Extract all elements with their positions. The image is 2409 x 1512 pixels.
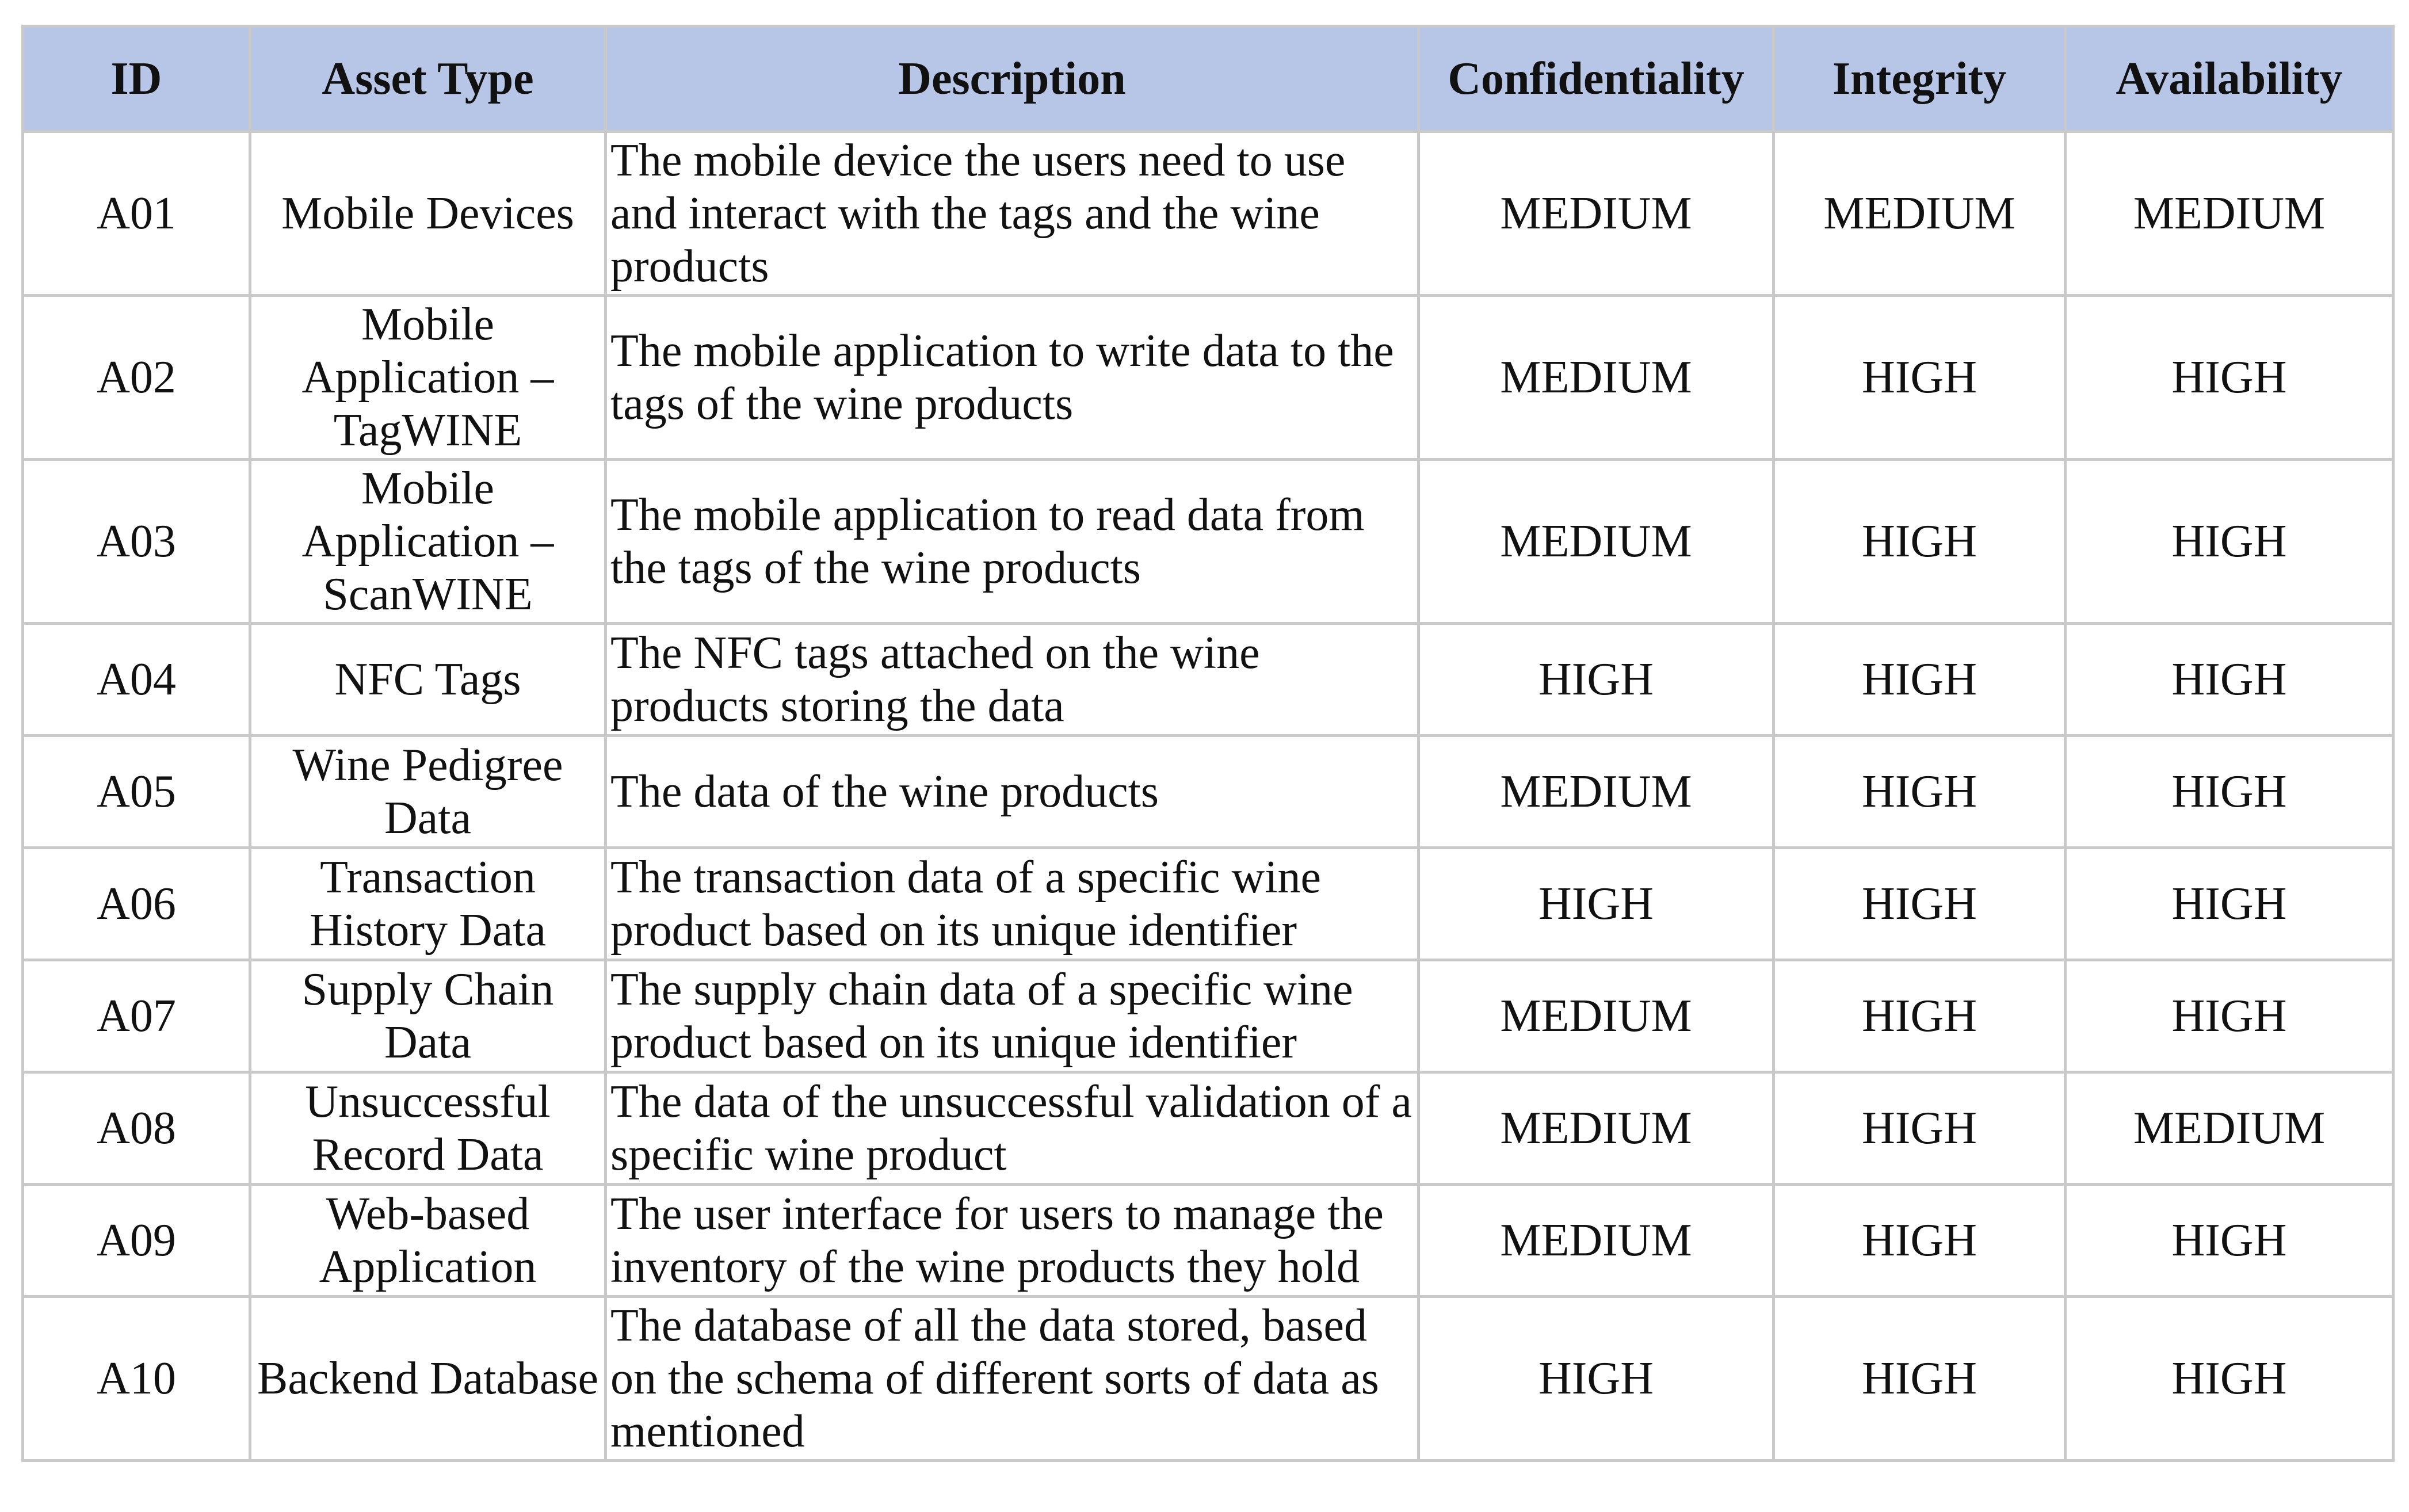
header-availability: Availability bbox=[2066, 26, 2393, 132]
cell-integrity: HIGH bbox=[1774, 848, 2066, 960]
cell-description: The mobile application to write data to the tags of the wine products bbox=[606, 296, 1419, 460]
cell-availability: HIGH bbox=[2066, 848, 2393, 960]
cell-availability: HIGH bbox=[2066, 1185, 2393, 1297]
cell-id: A02 bbox=[23, 296, 250, 460]
cell-integrity: MEDIUM bbox=[1774, 132, 2066, 296]
table-row bbox=[23, 624, 2393, 736]
cell-id: A03 bbox=[23, 460, 250, 624]
cell-id: A07 bbox=[23, 960, 250, 1072]
cell-description: The user interface for users to manage the inventory of the wine products they hold bbox=[606, 1185, 1419, 1297]
cell-confidentiality: MEDIUM bbox=[1419, 460, 1774, 624]
cell-description: The supply chain data of a specific wine product based on its unique identifier bbox=[606, 960, 1419, 1072]
header-confidentiality: Confidentiality bbox=[1419, 26, 1774, 132]
cell-confidentiality: MEDIUM bbox=[1419, 960, 1774, 1072]
cell-id: A09 bbox=[23, 1185, 250, 1297]
cell-confidentiality: MEDIUM bbox=[1419, 132, 1774, 296]
cell-id: A05 bbox=[23, 736, 250, 848]
cell-integrity: HIGH bbox=[1774, 296, 2066, 460]
cell-asset-type: Backend Database bbox=[250, 1297, 606, 1461]
cell-availability: HIGH bbox=[2066, 460, 2393, 624]
table-row bbox=[23, 1297, 2393, 1461]
cell-asset-type: Supply Chain Data bbox=[250, 960, 606, 1072]
asset-table bbox=[21, 25, 2395, 1462]
cell-asset-type: Web-based Application bbox=[250, 1185, 606, 1297]
table-row bbox=[23, 1072, 2393, 1185]
cell-availability: HIGH bbox=[2066, 736, 2393, 848]
cell-description: The data of the wine products bbox=[606, 736, 1419, 848]
cell-availability: MEDIUM bbox=[2066, 1072, 2393, 1185]
cell-confidentiality: HIGH bbox=[1419, 624, 1774, 736]
cell-id: A06 bbox=[23, 848, 250, 960]
cell-confidentiality: MEDIUM bbox=[1419, 736, 1774, 848]
table-row bbox=[23, 460, 2393, 624]
cell-confidentiality: MEDIUM bbox=[1419, 296, 1774, 460]
header-id: ID bbox=[23, 26, 250, 132]
cell-id: A10 bbox=[23, 1297, 250, 1461]
cell-description: The NFC tags attached on the wine products storing the data bbox=[606, 624, 1419, 736]
cell-description: The database of all the data stored, based on the schema of different sorts of data as mentioned bbox=[606, 1297, 1419, 1461]
cell-asset-type: Mobile Devices bbox=[250, 132, 606, 296]
cell-id: A01 bbox=[23, 132, 250, 296]
asset-table-container bbox=[21, 25, 2392, 1462]
cell-description: The mobile device the users need to use and interact with the tags and the wine products bbox=[606, 132, 1419, 296]
cell-id: A04 bbox=[23, 624, 250, 736]
table-row bbox=[23, 1185, 2393, 1297]
table-row bbox=[23, 132, 2393, 296]
table-row bbox=[23, 736, 2393, 848]
cell-availability: HIGH bbox=[2066, 960, 2393, 1072]
cell-description: The mobile application to read data from the tags of the wine products bbox=[606, 460, 1419, 624]
cell-confidentiality: MEDIUM bbox=[1419, 1072, 1774, 1185]
cell-asset-type: Wine Pedigree Data bbox=[250, 736, 606, 848]
cell-id: A08 bbox=[23, 1072, 250, 1185]
cell-description: The data of the unsuccessful validation of a specific wine product bbox=[606, 1072, 1419, 1185]
cell-asset-type: Mobile Application – ScanWINE bbox=[250, 460, 606, 624]
cell-integrity: HIGH bbox=[1774, 1072, 2066, 1185]
cell-integrity: HIGH bbox=[1774, 1185, 2066, 1297]
cell-asset-type: Transaction History Data bbox=[250, 848, 606, 960]
cell-asset-type: NFC Tags bbox=[250, 624, 606, 736]
table-row bbox=[23, 296, 2393, 460]
cell-availability: HIGH bbox=[2066, 624, 2393, 736]
cell-description: The transaction data of a specific wine product based on its unique identifier bbox=[606, 848, 1419, 960]
cell-confidentiality: HIGH bbox=[1419, 1297, 1774, 1461]
table-row bbox=[23, 848, 2393, 960]
cell-integrity: HIGH bbox=[1774, 460, 2066, 624]
cell-asset-type: Mobile Application – TagWINE bbox=[250, 296, 606, 460]
table-header-row bbox=[23, 26, 2393, 132]
header-description: Description bbox=[606, 26, 1419, 132]
cell-asset-type: Unsuccessful Record Data bbox=[250, 1072, 606, 1185]
header-asset-type: Asset Type bbox=[250, 26, 606, 132]
table-row bbox=[23, 960, 2393, 1072]
cell-availability: MEDIUM bbox=[2066, 132, 2393, 296]
cell-integrity: HIGH bbox=[1774, 960, 2066, 1072]
cell-integrity: HIGH bbox=[1774, 1297, 2066, 1461]
cell-availability: HIGH bbox=[2066, 296, 2393, 460]
cell-confidentiality: HIGH bbox=[1419, 848, 1774, 960]
cell-integrity: HIGH bbox=[1774, 624, 2066, 736]
cell-confidentiality: MEDIUM bbox=[1419, 1185, 1774, 1297]
cell-integrity: HIGH bbox=[1774, 736, 2066, 848]
cell-availability: HIGH bbox=[2066, 1297, 2393, 1461]
header-integrity: Integrity bbox=[1774, 26, 2066, 132]
